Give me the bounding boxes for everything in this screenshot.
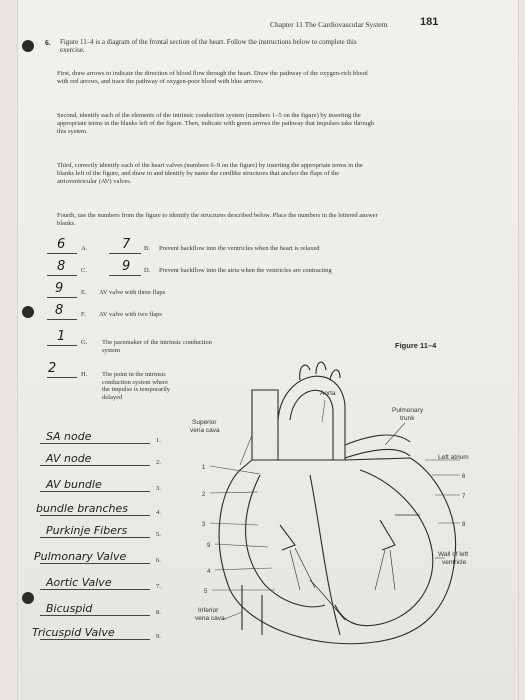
chapter-header: Chapter 11 The Cardiovascular System [270,20,388,29]
handwritten-answer: 7 [122,237,131,252]
question-number: 6. [45,38,51,47]
answer-description: The pacemaker of the intrinsic conduction system [102,339,212,354]
handwritten-answer: SA node [46,430,92,443]
handwritten-answer: 8 [55,303,64,318]
letter-label: E. [81,289,87,296]
letter-label: H. [81,371,88,378]
handwritten-answer: AV node [46,452,92,465]
figure-title: Figure 11–4 [395,341,437,350]
label-pulmonary-trunk-2: trunk [400,415,415,422]
figure-number-8: 8 [462,522,466,528]
answer-blank[interactable] [47,377,77,378]
handwritten-answer: Bicuspid [46,602,93,615]
label-wall-left-ventricle: Wall of left [438,551,469,558]
heart-diagram [170,350,500,650]
handwritten-answer: Purkinje Fibers [46,524,128,537]
answer-blank[interactable] [40,515,150,516]
label-superior-vena-cava: Superior [192,419,217,426]
handwritten-answer: 1 [57,329,66,344]
instruction-second: Second, identify each of the elements of the intrinsic conduction system (numbers 1–5 on the figure) by inserting the appropriate terms in the blanks left of the figure. Then, indicate with green arrows the pathway that impulses take through this system. [57,112,375,136]
figure-number-6: 6 [462,474,466,480]
answer-blank[interactable] [109,275,141,276]
letter-label: F. [81,311,86,318]
label-inferior-vena-cava: Inferior [198,607,219,614]
blank-number: 7. [156,583,161,590]
figure-number-7: 7 [462,494,466,500]
figure-number-3: 3 [202,522,206,528]
answer-blank[interactable] [40,491,150,492]
answer-blank[interactable] [109,253,141,254]
binder-holes [18,0,48,700]
instruction-first: First, draw arrows to indicate the direction of blood flow through the heart. Draw the pathway of the oxygen-rich blood with red arrows, and trace the pathway of oxygen-poor blood with blue arrows. [57,70,368,86]
handwritten-answer: Tricuspid Valve [32,626,115,639]
answer-blank[interactable] [40,589,150,590]
answer-blank[interactable] [47,345,77,346]
answer-blank[interactable] [40,443,150,444]
figure-number-1: 1 [202,465,206,471]
blank-number: 3. [156,485,161,492]
answer-blank[interactable] [40,537,150,538]
answer-row-c [45,259,465,277]
answer-blank[interactable] [47,319,77,320]
binder-hole [22,306,34,318]
answer-blank[interactable] [40,639,150,640]
answer-blank[interactable] [40,563,150,564]
letter-label: G. [81,339,88,346]
answer-description: Prevent backflow into the ventricles when the heart is relaxed [159,245,320,252]
handwritten-answer: AV bundle [46,478,102,491]
answer-description: The point in the intrinsic conduction system where the impulse is temporarily delayed [102,371,171,401]
figure-number-9: 9 [207,543,211,549]
figure-number-4: 4 [207,569,211,575]
question-intro: Figure 11–4 is a diagram of the frontal section of the heart. Follow the instructions below to complete this exercise. [60,38,357,55]
handwritten-answer: Pulmonary Valve [34,550,127,563]
aortic-arch [278,376,345,460]
letter-label: B. [144,245,150,252]
letter-label: A. [81,245,88,252]
answer-row-a [45,237,465,255]
answer-blank[interactable] [40,465,150,466]
label-left-atrium: Left atrium [438,454,469,461]
blank-number: 2. [156,459,161,466]
handwritten-answer: 8 [57,259,66,274]
answer-blank[interactable] [40,615,150,616]
blank-number: 5. [156,531,161,538]
binder-hole [22,592,34,604]
page-number: 181 [420,16,439,28]
binder-hole [22,40,34,52]
answer-blank[interactable] [47,275,77,276]
answer-row-e [45,281,465,299]
superior-vena-cava [252,390,278,460]
handwritten-answer: 6 [57,237,66,252]
blank-number: 1. [156,437,161,444]
blank-number: 8. [156,609,161,616]
label-superior-vena-cava-2: vena cava [190,427,220,434]
answer-row-f [45,303,465,321]
letter-label: D. [144,267,151,274]
blank-number: 6. [156,557,161,564]
label-pulmonary-trunk: Pulmonary [392,407,424,414]
answer-description: Prevent backflow into the atria when the ventricles are contracting [159,267,332,274]
instruction-fourth: Fourth, use the numbers from the figure to identify the structures described below. Place the numbers in the lettered answer blanks. [57,212,378,228]
pulmonary-trunk [345,435,410,445]
handwritten-answer: bundle branches [36,502,128,515]
handwritten-answer: Aortic Valve [46,576,112,589]
label-inferior-vena-cava-2: vena cava [195,615,225,622]
letter-label: C. [81,267,87,274]
handwritten-answer: 9 [122,259,131,274]
answer-description: AV valve with three flaps [99,289,166,296]
blank-number: 9. [156,633,161,640]
instruction-third: Third, correctly identify each of the heart valves (numbers 6–9 on the figure) by inserting the appropriate terms in the blanks left of the figure, and draw in and identify by name the cordlike structures that anchor the flaps of the atrioventricular (AV) valves. [57,162,363,186]
label-aorta: Aorta [320,390,336,397]
answer-blank[interactable] [47,297,77,298]
blank-number: 4. [156,509,161,516]
answer-description: AV valve with two flaps [99,311,162,318]
answer-blank[interactable] [47,253,77,254]
handwritten-answer: 2 [48,361,57,376]
label-wall-left-ventricle-2: ventricle [442,559,467,566]
figure-number-2: 2 [202,492,206,498]
handwritten-answer: 9 [55,281,64,296]
figure-number-5: 5 [204,589,208,595]
